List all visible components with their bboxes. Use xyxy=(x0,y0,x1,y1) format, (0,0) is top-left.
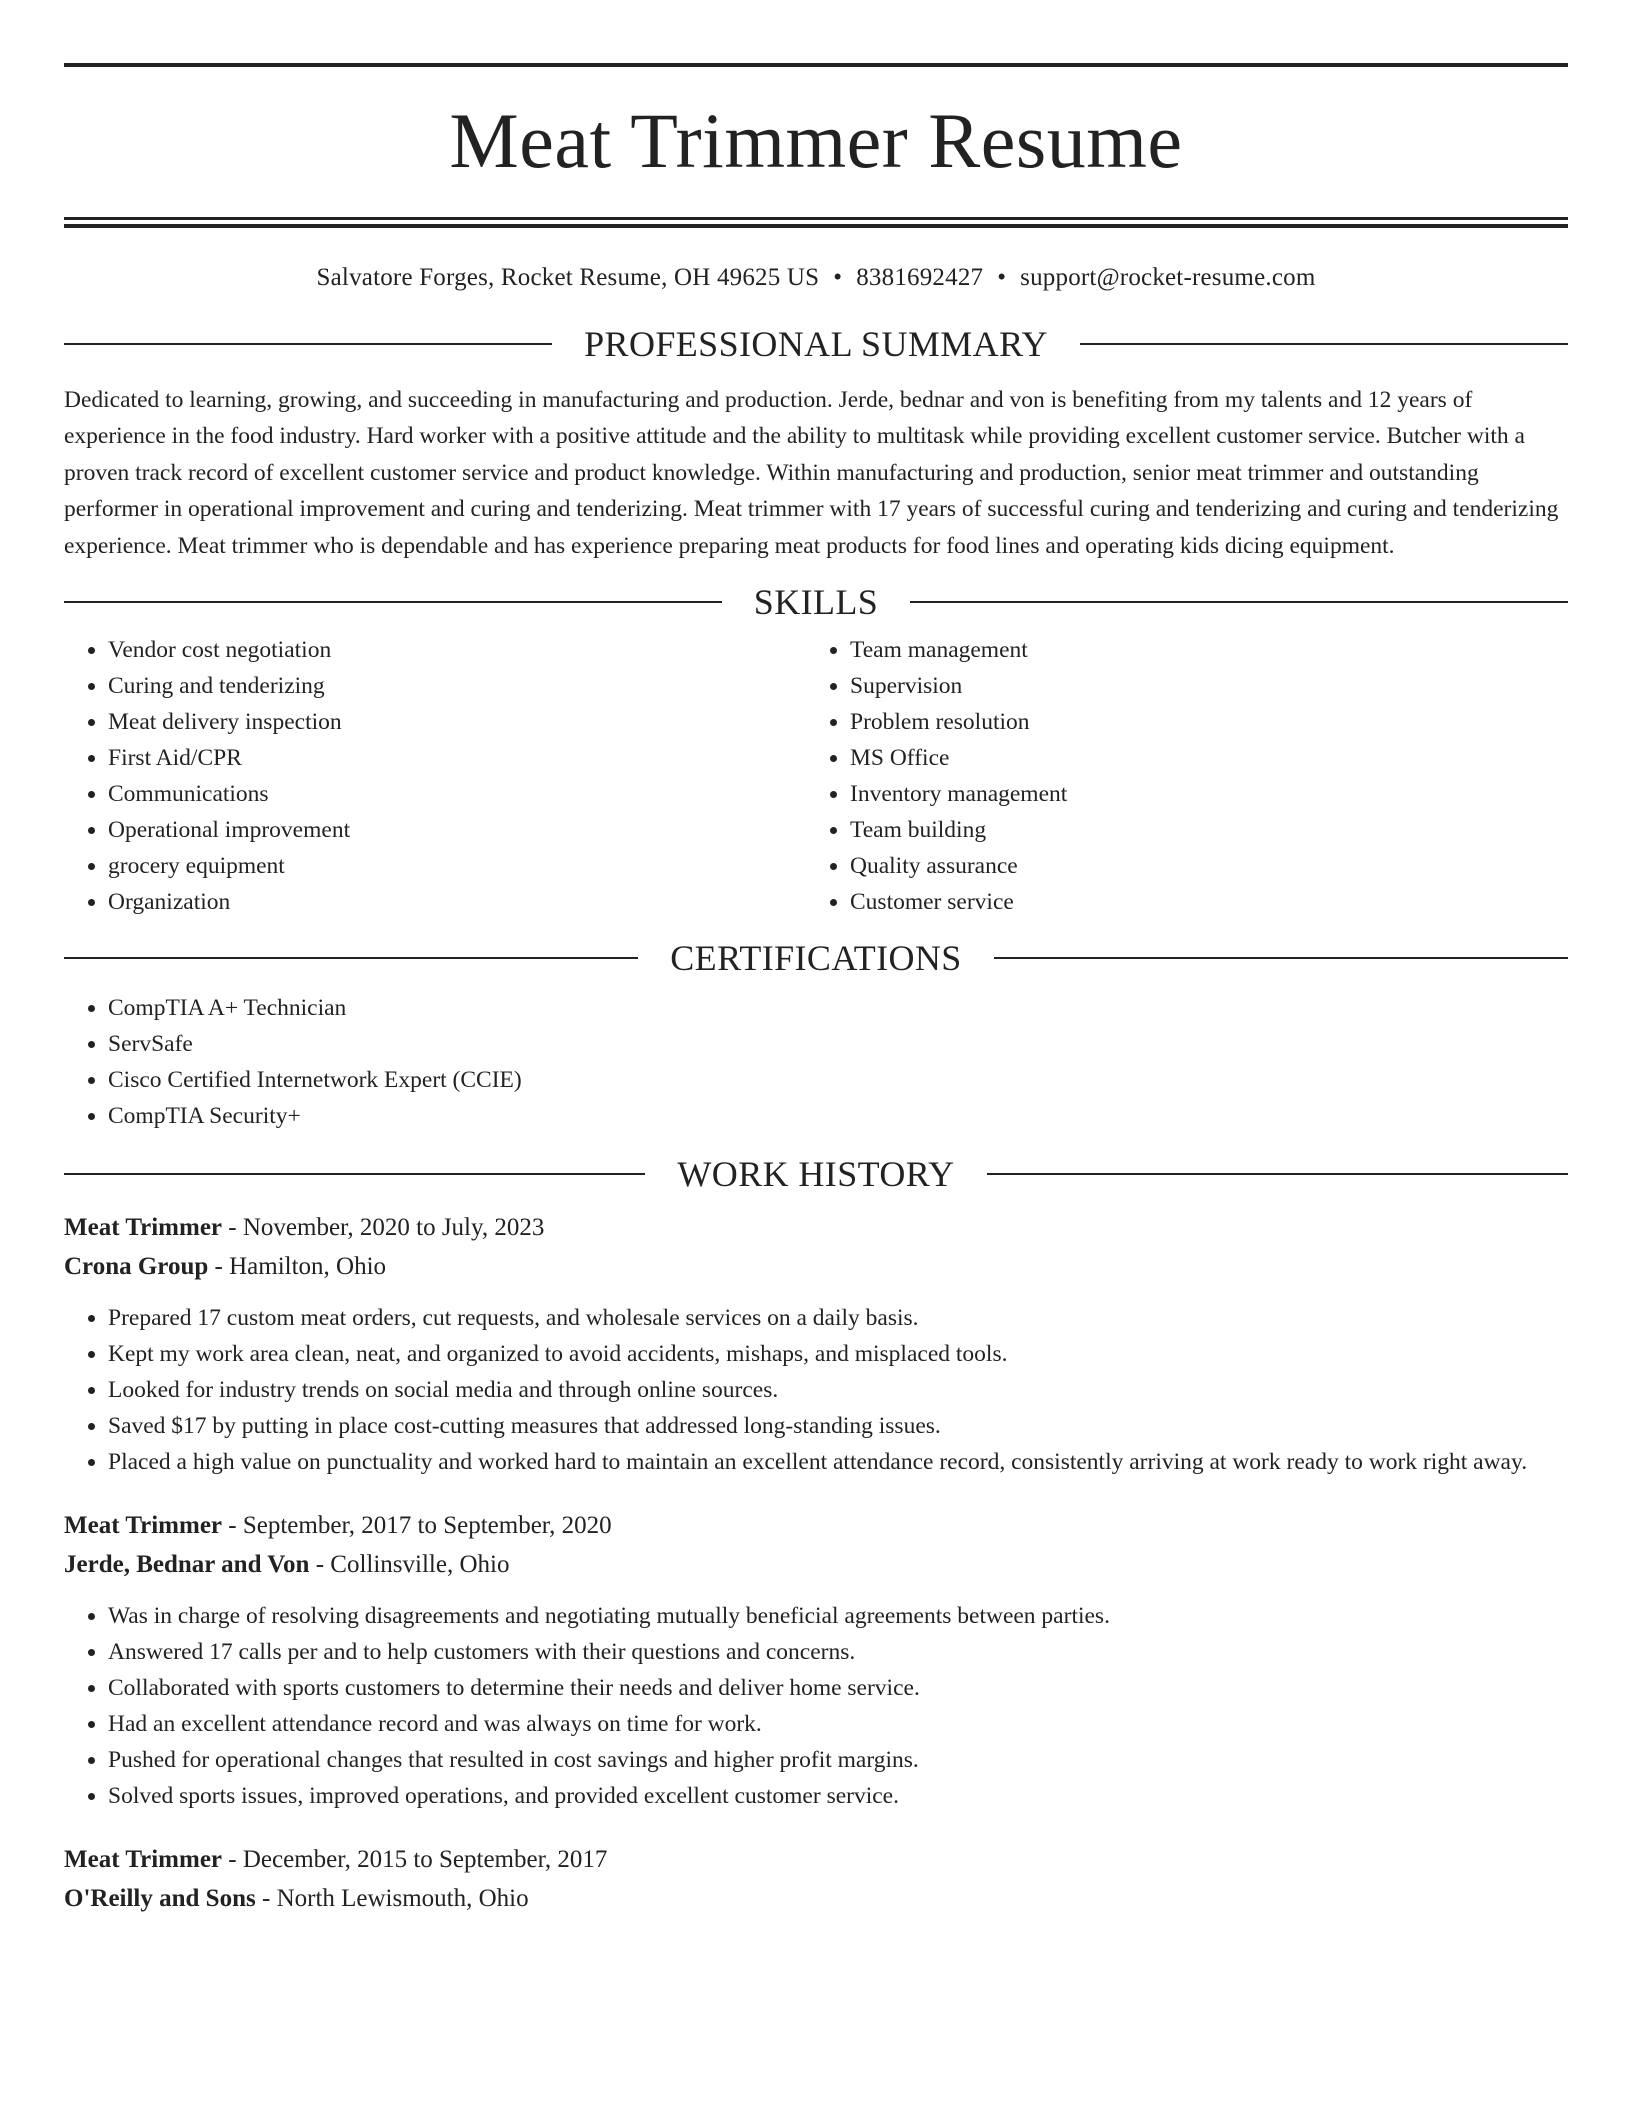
section-rule-right xyxy=(994,957,1568,959)
section-rule-right xyxy=(1080,343,1568,345)
job-company: Jerde, Bednar and Von xyxy=(64,1551,310,1579)
summary-paragraph: Dedicated to learning, growing, and succeeding in manufacturing and production. Jerde, bednar and von is benefiting from my talents and 12 years of experience in the food industry. Hard worker with a positive attitude and the ability to multitask while providing excellent customer service. Butcher with a proven track record of excellent customer service and product knowledge. Within manufacturing and production, senior meat trimmer and outstanding performer in operational improvement and curing and tenderizing. Meat trimmer with 17 years of successful curing and tenderizing and curing and tenderizing experience. Meat trimmer who is dependable and has experience preparing meat products for food lines and operating kids dicing equipment. xyxy=(64,387,1559,559)
section-heading-work-history xyxy=(64,1154,1568,1194)
skill-item: • MS Office xyxy=(850,740,1548,776)
job-title-line: Meat Trimmer - November, 2020 to July, 2023 xyxy=(64,1214,545,1242)
job-company-line: Jerde, Bednar and Von - Collinsville, Ohio xyxy=(64,1551,510,1579)
skill-item: • grocery equipment xyxy=(108,848,806,884)
job-duty-item: • Looked for industry trends on social media and through online sources. xyxy=(108,1372,1568,1408)
skills-column-left xyxy=(64,632,806,920)
skill-item: • Team building xyxy=(850,812,1548,848)
job-dates: November, 2020 to July, 2023 xyxy=(242,1214,545,1242)
section-rule-left xyxy=(64,957,638,959)
skill-item: • First Aid/CPR xyxy=(108,740,806,776)
job-location: Hamilton, Ohio xyxy=(229,1253,387,1281)
skill-item: • Problem resolution xyxy=(850,704,1548,740)
skills-list xyxy=(64,632,1568,920)
header-double-rule xyxy=(64,217,1568,228)
job-dates: September, 2017 to September, 2020 xyxy=(242,1512,612,1540)
skill-item: • Meat delivery inspection xyxy=(108,704,806,740)
certification-item: • ServSafe xyxy=(108,1026,1568,1062)
job-entry xyxy=(64,1840,1568,1918)
job-title: Meat Trimmer xyxy=(64,1846,223,1874)
job-title: Meat Trimmer xyxy=(64,1512,223,1540)
contact-separator: • xyxy=(997,264,1007,291)
job-duty-item: • Pushed for operational changes that resulted in cost savings and higher profit margins. xyxy=(108,1742,1568,1778)
job-company-line: O'Reilly and Sons - North Lewismouth, Ohio xyxy=(64,1885,529,1913)
job-duty-item: • Was in charge of resolving disagreements and negotiating mutually beneficial agreements between parties. xyxy=(108,1598,1568,1634)
job-company: Crona Group xyxy=(64,1253,209,1281)
contact-line xyxy=(64,262,1568,294)
skill-item: • Operational improvement xyxy=(108,812,806,848)
certification-item: • CompTIA A+ Technician xyxy=(108,990,1568,1026)
skill-item: • Communications xyxy=(108,776,806,812)
skills-list-left xyxy=(64,632,806,920)
job-duty-item: • Saved $17 by putting in place cost-cutting measures that addressed long-standing issues. xyxy=(108,1408,1568,1444)
job-entry xyxy=(64,1208,1568,1480)
skill-item: • Inventory management xyxy=(850,776,1548,812)
section-heading-certifications xyxy=(64,938,1568,978)
job-dates: December, 2015 to September, 2017 xyxy=(242,1846,608,1874)
job-duties-list xyxy=(64,1598,1568,1814)
job-duty-item: • Had an excellent attendance record and was always on time for work. xyxy=(108,1706,1568,1742)
job-duty-item: • Prepared 17 custom meat orders, cut requests, and wholesale services on a daily basis. xyxy=(108,1300,1568,1336)
contact-phone: 8381692427 xyxy=(856,264,984,291)
resume-page xyxy=(64,0,1568,1918)
job-title-line: Meat Trimmer - September, 2017 to September, 2020 xyxy=(64,1512,612,1540)
section-heading-summary xyxy=(64,324,1568,364)
resume-title: Meat Trimmer Resume xyxy=(449,97,1183,184)
section-title: CERTIFICATIONS xyxy=(670,938,962,979)
job-duty-item: • Solved sports issues, improved operations, and provided excellent customer service. xyxy=(108,1778,1568,1814)
certification-item: • CompTIA Security+ xyxy=(108,1098,1568,1134)
skill-item: • Team management xyxy=(850,632,1548,668)
contact-separator: • xyxy=(833,264,843,291)
skill-item: • Vendor cost negotiation xyxy=(108,632,806,668)
skills-list-right xyxy=(806,632,1548,920)
skill-item: • Supervision xyxy=(850,668,1548,704)
work-history-list xyxy=(64,1208,1568,1918)
section-heading-skills xyxy=(64,582,1568,622)
certifications-list xyxy=(64,990,1568,1134)
job-entry xyxy=(64,1506,1568,1814)
section-title: SKILLS xyxy=(753,582,879,623)
skill-item: • Quality assurance xyxy=(850,848,1548,884)
job-duty-item: • Kept my work area clean, neat, and organized to avoid accidents, mishaps, and misplaced tools. xyxy=(108,1336,1568,1372)
skills-column-right xyxy=(806,632,1548,920)
certification-item: • Cisco Certified Internetwork Expert (CCIE) xyxy=(108,1062,1568,1098)
skill-item: • Curing and tenderizing xyxy=(108,668,806,704)
contact-address: Salvatore Forges, Rocket Resume, OH 49625 US xyxy=(316,264,820,291)
section-title: WORK HISTORY xyxy=(677,1154,955,1195)
job-duty-item: • Collaborated with sports customers to determine their needs and deliver home service. xyxy=(108,1670,1568,1706)
job-title-line: Meat Trimmer - December, 2015 to September, 2017 xyxy=(64,1846,608,1874)
job-duty-item: • Placed a high value on punctuality and worked hard to maintain an excellent attendance record, consistently arriving at work ready to work right away. xyxy=(108,1444,1568,1480)
job-company-line: Crona Group - Hamilton, Ohio xyxy=(64,1253,387,1281)
job-company: O'Reilly and Sons xyxy=(64,1885,256,1913)
skill-item: • Customer service xyxy=(850,884,1548,920)
section-title: PROFESSIONAL SUMMARY xyxy=(584,324,1048,364)
section-rule-left xyxy=(64,1173,645,1175)
skill-item: • Organization xyxy=(108,884,806,920)
section-rule-left xyxy=(64,601,722,603)
section-rule-right xyxy=(910,601,1568,603)
contact-email: support@rocket-resume.com xyxy=(1020,264,1316,291)
job-duty-item: • Answered 17 calls per and to help customers with their questions and concerns. xyxy=(108,1634,1568,1670)
section-rule-left xyxy=(64,343,552,345)
job-duties-list xyxy=(64,1300,1568,1480)
job-location: North Lewismouth, Ohio xyxy=(276,1885,529,1913)
job-location: Collinsville, Ohio xyxy=(330,1551,510,1579)
header-top-rule xyxy=(64,63,1568,67)
section-rule-right xyxy=(987,1173,1568,1175)
job-title: Meat Trimmer xyxy=(64,1214,223,1242)
